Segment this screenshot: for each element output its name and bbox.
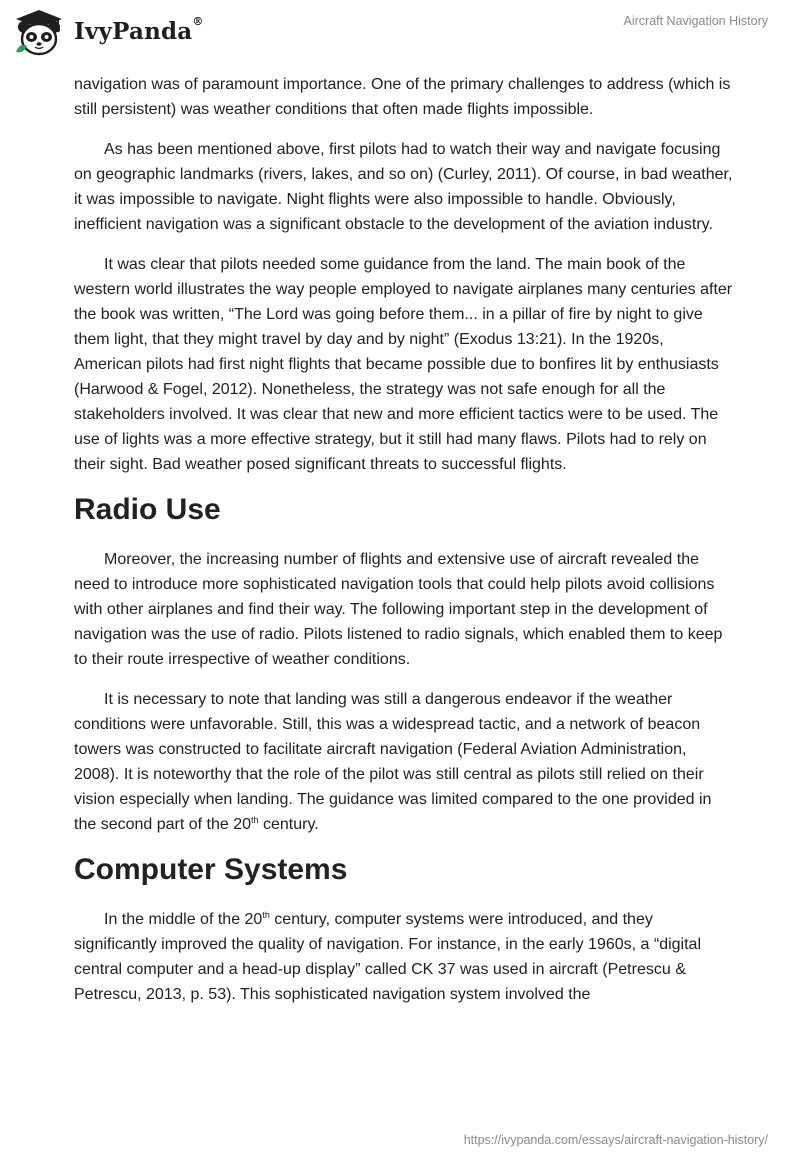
article-body xyxy=(74,72,734,1022)
paragraph-text: century, computer systems were introduced, and they significantly improved the quality of navigation. For instance, in the early 1960s, a “digital central computer and a head-up display” called CK 37 was used in aircraft (Petrescu & Petrescu, 2013, p. 53). This sophisticated navigation system involved the xyxy=(74,911,702,1003)
paragraph: navigation was of paramount importance. One of the primary challenges to address (which is still persistent) was weather conditions that often made flights impossible. xyxy=(74,76,731,118)
document-title: Aircraft Navigation History xyxy=(623,14,768,28)
paragraph-text: It is necessary to note that landing was still a dangerous endeavor if the weather conditions were unfavorable. Still, this was a widespread tactic, and a network of beacon towers was constructed to facilitate aircraft navigation (Federal Aviation Administration, 2008). It is noteworthy that the role of the pilot was still central as pilots still relied on their vision especially when landing. The guidance was limited compared to the one provided in the second part of the 20 xyxy=(74,691,712,833)
paragraph: It was clear that pilots needed some guidance from the land. The main book of the western world illustrates the way people employed to navigate airplanes many centuries after the book was written, “The Lord was going before them... in a pillar of fire by night to give them light, that they might travel by day and by night” (Exodus 13:21). In the 1920s, American pilots had first night flights that became possible due to bonfires lit by enthusiasts (Harwood & Fogel, 2012). Nonetheless, the strategy was not safe enough for all the stakeholders involved. It was clear that new and more efficient tactics were to be used. The use of lights was a more effective strategy, but it still had many flaws. Pilots had to rely on their sight. Bad weather posed significant threats to successful flights. xyxy=(74,256,733,473)
ordinal-suffix: th xyxy=(262,910,270,920)
registered-mark: ® xyxy=(192,15,204,28)
paragraph-text: In the middle of the 20 xyxy=(104,911,263,928)
section-heading-computer-systems: Computer Systems xyxy=(74,853,348,886)
paragraph xyxy=(74,687,734,837)
brand-name[interactable]: IvyPanda® xyxy=(74,15,204,45)
paragraph-text: century. xyxy=(258,816,319,833)
paragraph xyxy=(74,907,734,1007)
source-url-link[interactable]: https://ivypanda.com/essays/aircraft-navigation-history/ xyxy=(463,1133,768,1147)
ivypanda-logo-icon[interactable] xyxy=(14,8,64,56)
paragraph: Moreover, the increasing number of flights and extensive use of aircraft revealed the need to introduce more sophisticated navigation tools that could help pilots avoid collisions with other airplanes and find their way. The following important step in the development of navigation was the use of radio. Pilots listened to radio signals, which enabled them to keep to their route irrespective of weather conditions. xyxy=(74,551,723,668)
page-header xyxy=(0,0,800,64)
ordinal-suffix: th xyxy=(251,815,259,825)
section-heading-radio-use: Radio Use xyxy=(74,493,221,526)
paragraph: As has been mentioned above, first pilots had to watch their way and navigate focusing on geographic landmarks (rivers, lakes, and so on) (Curley, 2011). Of course, in bad weather, it was impossible to navigate. Night flights were also impossible to handle. Obviously, inefficient navigation was a significant obstacle to the development of the aviation industry. xyxy=(74,141,733,233)
